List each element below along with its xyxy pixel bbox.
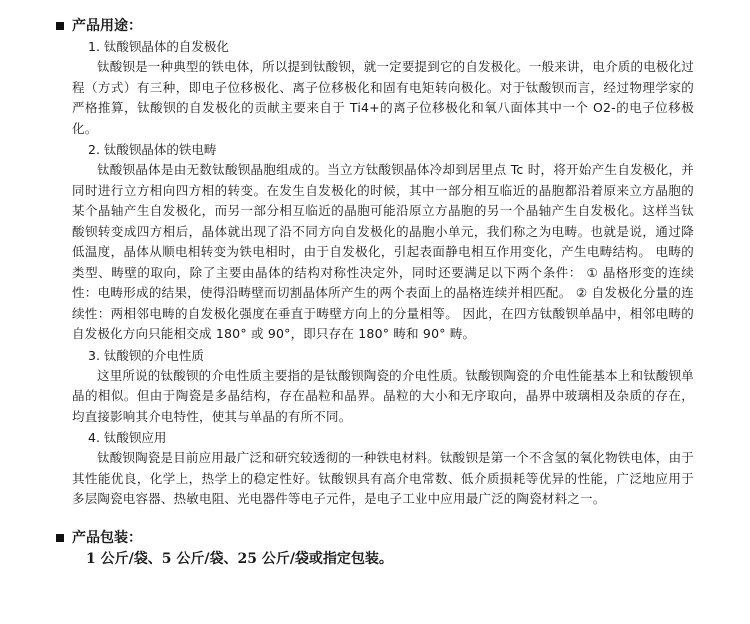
usage-heading <box>72 16 694 36</box>
packaging-title: 产品包装： <box>72 529 142 546</box>
usage-title: 产品用途： <box>72 18 142 34</box>
section-2-paragraph: 钛酸钡晶体是由无数钛酸钡晶胞组成的。当立方钛酸钡晶体冷却到居里点 Tc 时，将开始产生自发极化，并同时进行立方相向四方相的转变。在发生自发极化的时候，其中一部分相互临近的晶胞都沿着原来立方晶胞的某个晶轴产生自发极化，而另一部分相互临近的晶胞可能沿原立方晶胞的另一个晶轴产生自发极化。这样当钛酸钡转变成四方相后，晶体就出现了沿不同方向自发极化的晶胞小单元，我们称之为电畴。也就是说，通过降低温度，晶体从顺电相转变为铁电相时，由于自发极化，引起表面静电相互作用变化，产生电畴结构。 电畴的类型、畴壁的取向，除了主要由晶体的结构对称性决定外，同时还要满足以下两个条件： ① 晶格形变的连续性：电畴形成的结果，使得沿畴壁而切割晶体所产生的两个表面上的晶格连续并相匹配。 ② 自发极化分量的连续性：两相邻电畴的自发极化强度在垂直于畴壁方向上的分量相等。 因此，在四方钛酸钡单晶中，相邻电畴的自发极化方向只能相交成 180° 或 90°，即只存在 180° 畴和 90° 畴。 <box>72 162 694 341</box>
section-spacer <box>72 510 694 528</box>
section-3-paragraph: 这里所说的钛酸钡的介电性质主要指的是钛酸钡陶瓷的介电性质。钛酸钡陶瓷的介电性能基本上和钛酸钡单晶的相似。但由于陶瓷是多晶结构，存在晶粒和晶界。晶粒的大小和无序取向，晶界中玻璃相及杂质的存在，均直接影响其介电特性，使其与单晶的有所不同。 <box>72 367 694 424</box>
section-4-paragraph: 钛酸钡陶瓷是目前应用最广泛和研究较透彻的一种铁电材料。钛酸钡是第一个不含氢的氧化物铁电体，由于其性能优良，化学上，热学上的稳定性好。钛酸钡具有高介电常数、低介质损耗等优异的性能，广泛地应用于多层陶瓷电容器、热敏电阻、光电器件等电子元件，是电子工业中应用最广泛的陶瓷材料之一。 <box>72 450 694 506</box>
section-2-heading: 2. 钛酸钡晶体的铁电畴 <box>88 142 217 157</box>
section-3-heading: 3. 钛酸钡的介电性质 <box>88 347 204 363</box>
square-bullet-icon <box>56 534 64 542</box>
square-bullet-icon <box>56 22 64 30</box>
section-1-paragraph: 钛酸钡是一种典型的铁电体，所以提到钛酸钡，就一定要提到它的自发极化。一般来讲，电介质的电极化过程（方式）有三种，即电子位移极化、离子位移极化和固有电矩转向极化。对于钛酸钡而言，经过物理学家的严格推算，钛酸钡的自发极化的贡献主要来自于 Ti4+的离子位移极化和氧八面体其中一个 O2-的电子位移极化。 <box>72 59 694 136</box>
packaging-heading <box>72 528 694 548</box>
section-1-heading: 1. 钛酸钡晶体的自发极化 <box>88 39 229 54</box>
packaging-text: 1 公斤/袋、5 公斤/袋、25 公斤/袋或指定包装。 <box>86 550 393 567</box>
section-4-heading: 4. 钛酸钡应用 <box>88 430 167 445</box>
